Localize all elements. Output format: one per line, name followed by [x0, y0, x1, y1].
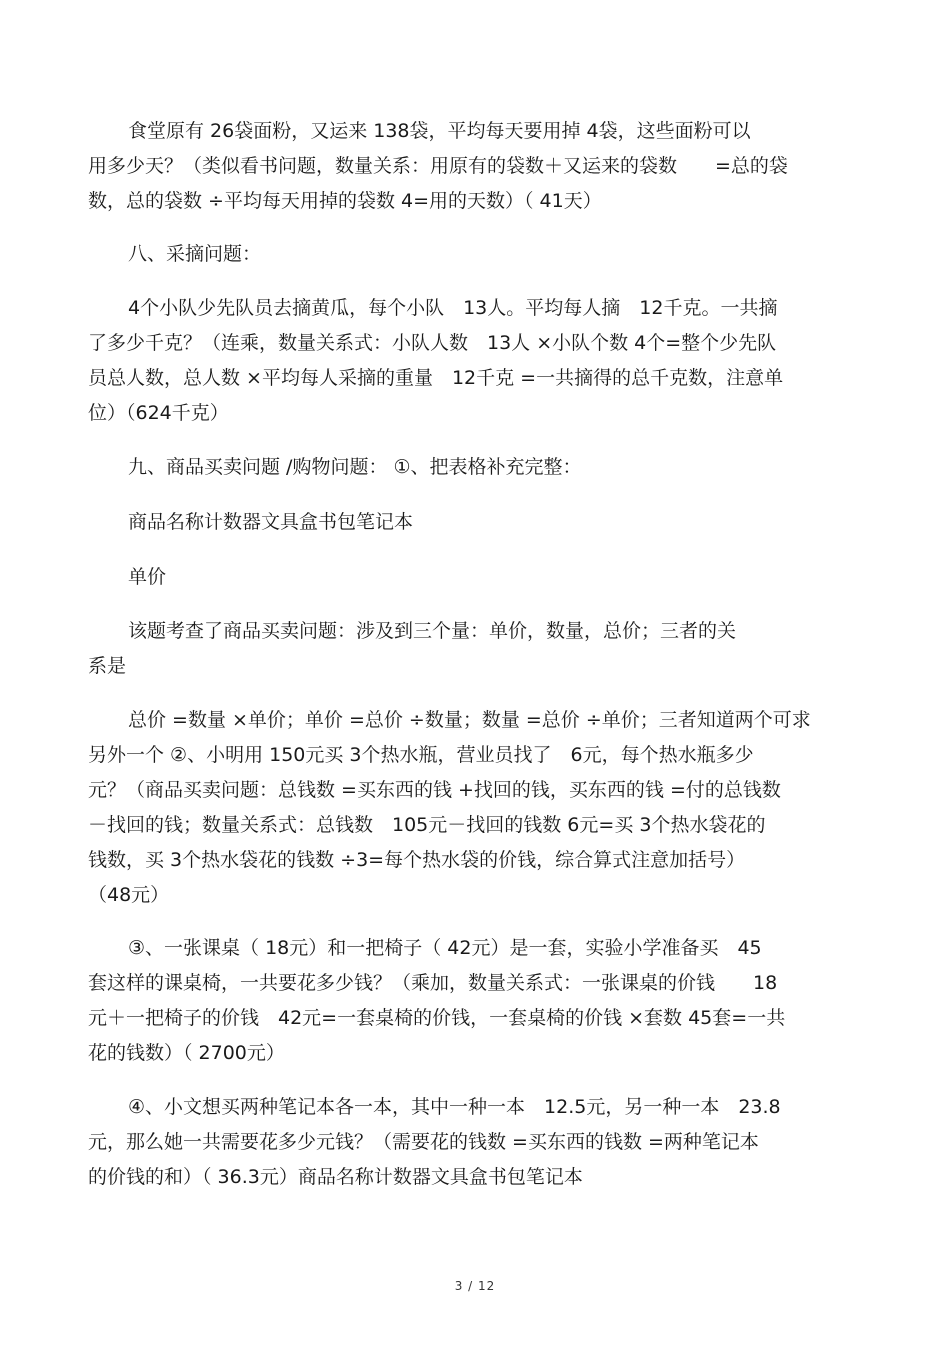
text-line: 该题考查了商品买卖问题：涉及到三个量：单价，数量，总价；三者的关: [128, 620, 737, 642]
paragraph-cucumber-problem: [88, 291, 860, 431]
page-number: [0, 1279, 950, 1293]
text-line: 元，那么她一共需要花多少元钱？（需要花的钱数 =买东西的钱数 =两种笔记本: [88, 1131, 759, 1153]
paragraph-explanation: [88, 614, 860, 684]
text-line: 元？（商品买卖问题：总钱数 =买东西的钱 +找回的钱，买东西的钱 =付的总钱数: [88, 779, 781, 801]
text-line: 用多少天？（类似看书问题，数量关系：用原有的袋数＋又运来的袋数 =总的袋: [88, 155, 788, 177]
text-line: ④、小文想买两种笔记本各一本，其中一种一本 12.5元，另一种一本 23.8: [128, 1096, 781, 1118]
page-separator: /: [468, 1279, 474, 1293]
text-line: 元＋一把椅子的价钱 42元=一套桌椅的价钱，一套桌椅的价钱 ×套数 45套=一共: [88, 1007, 786, 1029]
text-line: 商品名称计数器文具盒书包笔记本: [128, 511, 414, 533]
text-line: 的价钱的和）（ 36.3元）商品名称计数器文具盒书包笔记本: [88, 1166, 583, 1188]
table-unit-price-row: [88, 560, 860, 595]
page-total: 12: [478, 1279, 496, 1293]
paragraph-flour-problem: [88, 114, 860, 219]
paragraph-desk-problem: [88, 931, 860, 1071]
text-line: 八、采摘问题：: [128, 243, 262, 265]
text-line: ③、一张课桌（ 18元）和一把椅子（ 42元）是一套，实验小学准备买 45: [128, 937, 762, 959]
text-line: 单价: [128, 566, 167, 588]
table-header-row: [88, 505, 860, 540]
paragraph-thermos-problem: [88, 703, 860, 913]
page-current: 3: [454, 1279, 464, 1293]
text-line: 套这样的课桌椅，一共要花多少钱？（乘加，数量关系式：一张课桌的价钱 18: [88, 972, 778, 994]
text-line: －找回的钱；数量关系式：总钱数 105元－找回的钱数 6元=买 3个热水袋花的: [88, 814, 766, 836]
text-line: （48元）: [88, 884, 170, 906]
text-line: 4个小队少先队员去摘黄瓜，每个小队 13人。平均每人摘 12千克。一共摘: [128, 297, 778, 319]
text-line: 食堂原有 26袋面粉，又运来 138袋，平均每天要用掉 4袋，这些面粉可以: [128, 120, 751, 142]
text-line: 花的钱数）（ 2700元）: [88, 1042, 285, 1064]
text-line: 钱数，买 3个热水袋花的钱数 ÷3=每个热水袋的价钱，综合算式注意加括号）: [88, 849, 746, 871]
text-line: 另外一个 ②、小明用 150元买 3个热水瓶，营业员找了 6元，每个热水瓶多少: [88, 744, 754, 766]
text-line: 总价 =数量 ×单价；单价 =总价 ÷数量；数量 =总价 ÷单价；三者知道两个可求: [128, 709, 811, 731]
paragraph-notebook-problem: [88, 1090, 860, 1195]
text-line: 位）（624千克）: [88, 402, 229, 424]
text-line: 了多少千克？（连乘，数量关系式：小队人数 13人 ×小队个数 4个=整个少先队: [88, 332, 777, 354]
section-heading-shopping: [88, 450, 860, 485]
text-line: 九、商品买卖问题 /购物问题： ①、把表格补充完整：: [128, 456, 582, 478]
text-line: 员总人数，总人数 ×平均每人采摘的重量 12千克 =一共摘得的总千克数，注意单: [88, 367, 784, 389]
section-heading-picking: [88, 237, 860, 272]
text-line: 数，总的袋数 ÷平均每天用掉的袋数 4=用的天数）（ 41天）: [88, 190, 602, 212]
text-line: 系是: [88, 655, 127, 677]
